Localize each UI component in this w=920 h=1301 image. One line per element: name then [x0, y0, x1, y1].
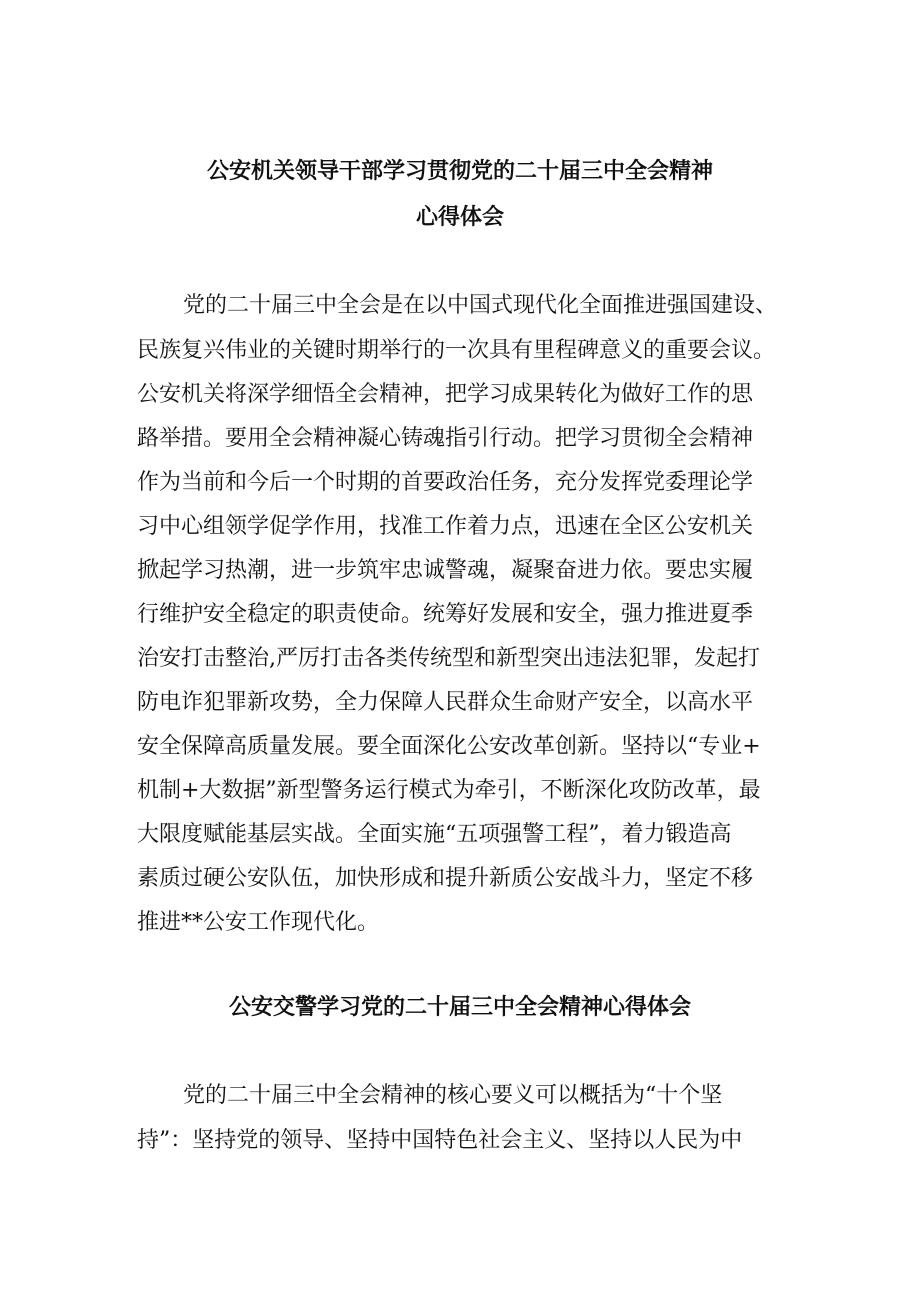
paragraph-line: 素质过硬公安队伍，加快形成和提升新质公安战斗力，坚定不移 — [137, 866, 754, 891]
paragraph-line: 推进**公安工作现代化。 — [137, 910, 380, 935]
paragraph-line: 持”：坚持党的领导、坚持中国特色社会主义、坚持以人民为中 — [137, 1128, 743, 1153]
paragraph-line: 公安机关将深学细悟全会精神，把学习成果转化为做好工作的思 — [137, 382, 754, 407]
paragraph-line: 机制+大数据”新型警务运行模式为牵引，不断深化攻防改革，最 — [137, 778, 761, 803]
paragraph-line: 党的二十届三中全会是在以中国式现代化全面推进强国建设、 — [183, 293, 778, 318]
paragraph-line: 治安打击整治,严厉打击各类传统型和新型突出违法犯罪，发起打 — [137, 646, 760, 671]
paragraph-line: 习中心组领学促学作用，找准工作着力点，迅速在全区公安机关 — [137, 514, 754, 539]
paragraph-line: 掀起学习热潮，进一步筑牢忠诚警魂，凝聚奋进力依。要忠实履 — [137, 558, 754, 583]
paragraph-line: 作为当前和今后一个时期的首要政治任务，充分发挥党委理论学 — [137, 470, 754, 495]
article-1-title-line-2: 心得体会 — [415, 205, 504, 230]
article-2-title: 公安交警学习党的二十届三中全会精神心得体会 — [228, 995, 691, 1020]
paragraph-line: 民族复兴伟业的关键时期举行的一次具有里程碑意义的重要会议。 — [137, 338, 776, 363]
paragraph-line: 行维护安全稳定的职责使命。统筹好发展和安全，强力推进夏季 — [137, 602, 754, 627]
article-1-title-line-1: 公安机关领导干部学习贯彻党的二十届三中全会精神 — [206, 159, 713, 184]
paragraph-line: 党的二十届三中全会精神的核心要义可以概括为“十个坚 — [183, 1083, 723, 1108]
paragraph-line: 大限度赋能基层实战。全面实施“五项强警工程”，着力锻造高 — [137, 822, 732, 847]
paragraph-line: 防电诈犯罪新攻势，全力保障人民群众生命财产安全，以高水平 — [137, 690, 754, 715]
paragraph-line: 安全保障高质量发展。要全面深化公安改革创新。坚持以“专业+ — [137, 734, 761, 759]
paragraph-line: 路举措。要用全会精神凝心铸魂指引行动。把学习贯彻全会精神 — [137, 426, 754, 451]
